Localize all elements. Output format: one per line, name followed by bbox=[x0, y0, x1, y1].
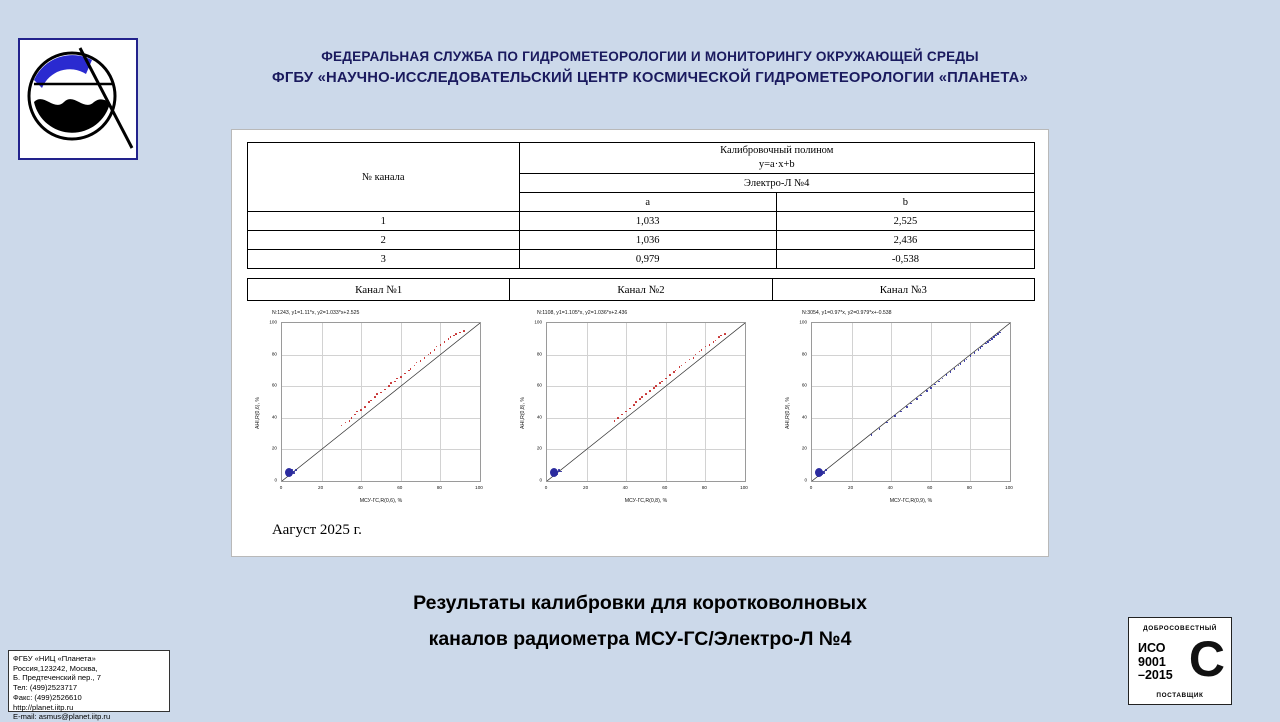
data-point bbox=[629, 408, 631, 410]
data-point bbox=[655, 385, 657, 387]
data-point bbox=[993, 336, 995, 338]
organization-logo bbox=[18, 38, 138, 160]
x-tick-label: 0 bbox=[809, 485, 813, 490]
cell-channel: 3 bbox=[248, 250, 520, 269]
table-row bbox=[248, 212, 1035, 231]
address-website[interactable]: http://planet.iitp.ru bbox=[13, 702, 74, 712]
chart-plot-area-2 bbox=[546, 322, 746, 482]
address-street: Б. Предтеченский пер., 7 bbox=[13, 673, 101, 683]
data-point bbox=[649, 390, 651, 392]
chart-x-axis-label: МСУ-ГС,R(0,8), % bbox=[624, 498, 668, 504]
scatter-chart-channel-3 bbox=[780, 310, 1032, 515]
data-point bbox=[448, 338, 450, 340]
chart-plot-area-3 bbox=[811, 322, 1011, 482]
data-point bbox=[724, 333, 726, 335]
data-point bbox=[368, 401, 370, 403]
x-tick-label: 100 bbox=[475, 485, 483, 490]
x-tick-label: 100 bbox=[740, 485, 748, 490]
address-phone: Тел: (499)2523717 bbox=[13, 683, 78, 693]
data-point bbox=[991, 338, 993, 340]
header-cell-polynomial bbox=[519, 143, 1035, 174]
x-tick-label: 40 bbox=[622, 485, 628, 490]
header-cell-channel: № канала bbox=[248, 143, 520, 212]
data-point bbox=[653, 387, 655, 389]
data-cluster bbox=[550, 468, 558, 477]
data-point bbox=[926, 390, 928, 392]
data-point bbox=[396, 378, 398, 380]
data-point bbox=[823, 472, 825, 474]
iso-certification-stamp bbox=[1128, 617, 1232, 705]
data-point bbox=[645, 393, 647, 395]
data-point bbox=[980, 347, 982, 349]
data-point bbox=[374, 396, 376, 398]
y-tick-label: 80 bbox=[801, 351, 807, 357]
data-point bbox=[709, 344, 711, 346]
y-tick-label: 0 bbox=[539, 477, 542, 483]
data-point bbox=[463, 330, 465, 332]
data-point bbox=[974, 352, 976, 354]
iso-stamp-top-text: ДОБРОСОВЕСТНЫЙ bbox=[1143, 625, 1217, 632]
logo-graphic bbox=[20, 40, 136, 158]
polynomial-line-1: Калибровочный полином bbox=[720, 145, 834, 156]
x-tick-label: 60 bbox=[662, 485, 668, 490]
data-point bbox=[384, 389, 386, 391]
data-point bbox=[455, 333, 457, 335]
data-point bbox=[440, 344, 442, 346]
chart-title: N:3054, y1=0.97*x, y2=0.979*x+-0.538 bbox=[802, 310, 892, 316]
channel-label-2: Канал №2 bbox=[510, 279, 772, 301]
data-point bbox=[351, 417, 353, 419]
cell-b: -0,538 bbox=[776, 250, 1034, 269]
data-point bbox=[997, 333, 999, 335]
data-point bbox=[617, 417, 619, 419]
contact-info-box bbox=[8, 650, 170, 722]
slide-caption bbox=[240, 585, 1040, 657]
data-point bbox=[970, 355, 972, 357]
iso-stamp-standard bbox=[1138, 642, 1173, 683]
header-cell-device: Электро-Л №4 bbox=[519, 174, 1035, 193]
address-fax: Факс: (499)2526610 bbox=[13, 692, 82, 702]
table-row bbox=[248, 279, 1035, 301]
x-tick-label: 40 bbox=[887, 485, 893, 490]
x-tick-label: 20 bbox=[848, 485, 854, 490]
data-point bbox=[989, 340, 991, 342]
slide-panel bbox=[231, 129, 1049, 557]
iso-stamp-bottom-text: ПОСТАВЩИК bbox=[1156, 692, 1204, 699]
chart-x-axis-label: МСУ-ГС,R(0,6), % bbox=[359, 498, 403, 504]
chart-y-axis-label: АНІ,R(0,9), % bbox=[785, 396, 791, 429]
cell-b: 2,525 bbox=[776, 212, 1034, 231]
x-tick-label: 20 bbox=[318, 485, 324, 490]
iso-stamp-c-glyph-icon: C bbox=[1188, 631, 1225, 687]
chart-title: N:1243, y1=1.11*x, y2=1.033*x+2.525 bbox=[272, 310, 360, 316]
data-point bbox=[390, 382, 392, 384]
data-point bbox=[871, 434, 873, 436]
address-organization: ФГБУ «НИЦ «Планета» bbox=[13, 654, 96, 663]
data-point bbox=[293, 472, 295, 474]
data-point bbox=[349, 420, 351, 422]
chart-y-axis-label: АНІ,R(0,6), % bbox=[255, 396, 261, 429]
y-tick-label: 100 bbox=[534, 319, 542, 325]
y-tick-label: 40 bbox=[801, 414, 807, 420]
data-point bbox=[635, 401, 637, 403]
y-tick-label: 40 bbox=[271, 414, 277, 420]
data-point bbox=[434, 349, 436, 351]
table-row bbox=[248, 250, 1035, 269]
page-header bbox=[150, 46, 1150, 90]
iso-stamp-line-1: ИСО bbox=[1138, 641, 1166, 655]
address-city: Россия,123242, Москва, bbox=[13, 663, 98, 673]
data-point bbox=[450, 336, 452, 338]
x-tick-label: 80 bbox=[701, 485, 707, 490]
data-point bbox=[665, 378, 667, 380]
y-tick-label: 60 bbox=[271, 382, 277, 388]
table-row-header-1 bbox=[248, 143, 1035, 174]
data-point bbox=[938, 381, 940, 383]
y-tick-label: 100 bbox=[799, 319, 807, 325]
cell-a: 1,033 bbox=[519, 212, 776, 231]
scatter-chart-channel-2 bbox=[515, 310, 767, 515]
y-tick-label: 20 bbox=[801, 445, 807, 451]
data-point bbox=[388, 385, 390, 387]
y-tick-label: 100 bbox=[269, 319, 277, 325]
table-row bbox=[248, 231, 1035, 250]
data-point bbox=[978, 349, 980, 351]
cell-a: 1,036 bbox=[519, 231, 776, 250]
data-point bbox=[659, 382, 661, 384]
data-point bbox=[614, 420, 616, 422]
x-tick-label: 100 bbox=[1005, 485, 1013, 490]
header-line-1: ФЕДЕРАЛЬНАЯ СЛУЖБА ПО ГИДРОМЕТЕОРОЛОГИИ И МОНИТОРИНГУ ОКРУЖАЮЩЕЙ СРЕДЫ bbox=[321, 49, 979, 64]
polynomial-line-2: y=a·x+b bbox=[758, 159, 795, 171]
x-tick-label: 80 bbox=[436, 485, 442, 490]
y-tick-label: 0 bbox=[804, 477, 807, 483]
data-point bbox=[906, 406, 908, 408]
x-tick-label: 60 bbox=[927, 485, 933, 490]
chart-title: N:1108, y1=1.105*x, y2=1.036*x+2.436 bbox=[537, 310, 628, 316]
data-point bbox=[930, 387, 932, 389]
charts-row bbox=[250, 310, 1032, 515]
header-cell-b: b bbox=[776, 193, 1034, 212]
data-point bbox=[364, 406, 366, 408]
x-tick-label: 20 bbox=[583, 485, 589, 490]
reference-line bbox=[282, 323, 480, 481]
header-cell-a: a bbox=[519, 193, 776, 212]
cell-a: 0,979 bbox=[519, 250, 776, 269]
channel-label-3: Канал №3 bbox=[772, 279, 1034, 301]
x-tick-label: 0 bbox=[279, 485, 283, 490]
chart-x-axis-label: МСУ-ГС,R(0,9), % bbox=[889, 498, 933, 504]
cell-channel: 1 bbox=[248, 212, 520, 231]
data-cluster bbox=[285, 468, 293, 477]
data-point bbox=[879, 428, 881, 430]
iso-stamp-line-3: –2015 bbox=[1138, 668, 1173, 682]
data-point bbox=[825, 469, 827, 471]
data-point bbox=[713, 341, 715, 343]
address-email[interactable]: E-mail: asmus@planet.iitp.ru bbox=[13, 712, 111, 722]
data-point bbox=[376, 393, 378, 395]
data-point bbox=[400, 376, 402, 378]
y-tick-label: 60 bbox=[801, 382, 807, 388]
iso-stamp-line-2: 9001 bbox=[1138, 654, 1166, 669]
cell-channel: 2 bbox=[248, 231, 520, 250]
data-point bbox=[370, 400, 372, 402]
data-point bbox=[633, 404, 635, 406]
y-tick-label: 0 bbox=[274, 477, 277, 483]
data-point bbox=[987, 341, 989, 343]
caption-line-1: Результаты калибровки для коротковолновых bbox=[413, 592, 867, 614]
header-line-2: ФГБУ «НАУЧНО-ИССЛЕДОВАТЕЛЬСКИЙ ЦЕНТР КОСМИЧЕСКОЙ ГИДРОМЕТЕОРОЛОГИИ «ПЛАНЕТА» bbox=[271, 70, 1029, 87]
x-tick-label: 60 bbox=[397, 485, 403, 490]
data-point bbox=[964, 360, 966, 362]
y-tick-label: 80 bbox=[536, 351, 542, 357]
data-point bbox=[701, 349, 703, 351]
scatter-chart-channel-1 bbox=[250, 310, 502, 515]
data-point bbox=[394, 381, 396, 383]
chart-plot-area-1 bbox=[281, 322, 481, 482]
data-point bbox=[673, 371, 675, 373]
x-tick-label: 40 bbox=[357, 485, 363, 490]
data-point bbox=[360, 409, 362, 411]
data-cluster bbox=[815, 468, 823, 477]
cell-b: 2,436 bbox=[776, 231, 1034, 250]
channel-label-1: Канал №1 bbox=[248, 279, 510, 301]
channel-label-row bbox=[247, 278, 1035, 301]
data-point bbox=[639, 398, 641, 400]
y-tick-label: 20 bbox=[271, 445, 277, 451]
data-point bbox=[916, 398, 918, 400]
data-point bbox=[641, 396, 643, 398]
data-point bbox=[661, 381, 663, 383]
caption-line-2: каналов радиометра МСУ-ГС/Электро-Л №4 bbox=[428, 628, 852, 651]
x-tick-label: 80 bbox=[966, 485, 972, 490]
chart-y-axis-label: АНІ,R(0,8), % bbox=[520, 396, 526, 429]
data-point bbox=[444, 341, 446, 343]
y-tick-label: 40 bbox=[536, 414, 542, 420]
calibration-table bbox=[247, 142, 1035, 269]
data-point bbox=[894, 415, 896, 417]
y-tick-label: 60 bbox=[536, 382, 542, 388]
y-tick-label: 20 bbox=[536, 445, 542, 451]
reference-line bbox=[547, 323, 745, 481]
data-point bbox=[408, 370, 410, 372]
data-point bbox=[669, 374, 671, 376]
date-label: Аагуст 2025 г. bbox=[272, 522, 362, 538]
y-tick-label: 80 bbox=[271, 351, 277, 357]
x-tick-label: 0 bbox=[544, 485, 548, 490]
data-point bbox=[295, 469, 297, 471]
